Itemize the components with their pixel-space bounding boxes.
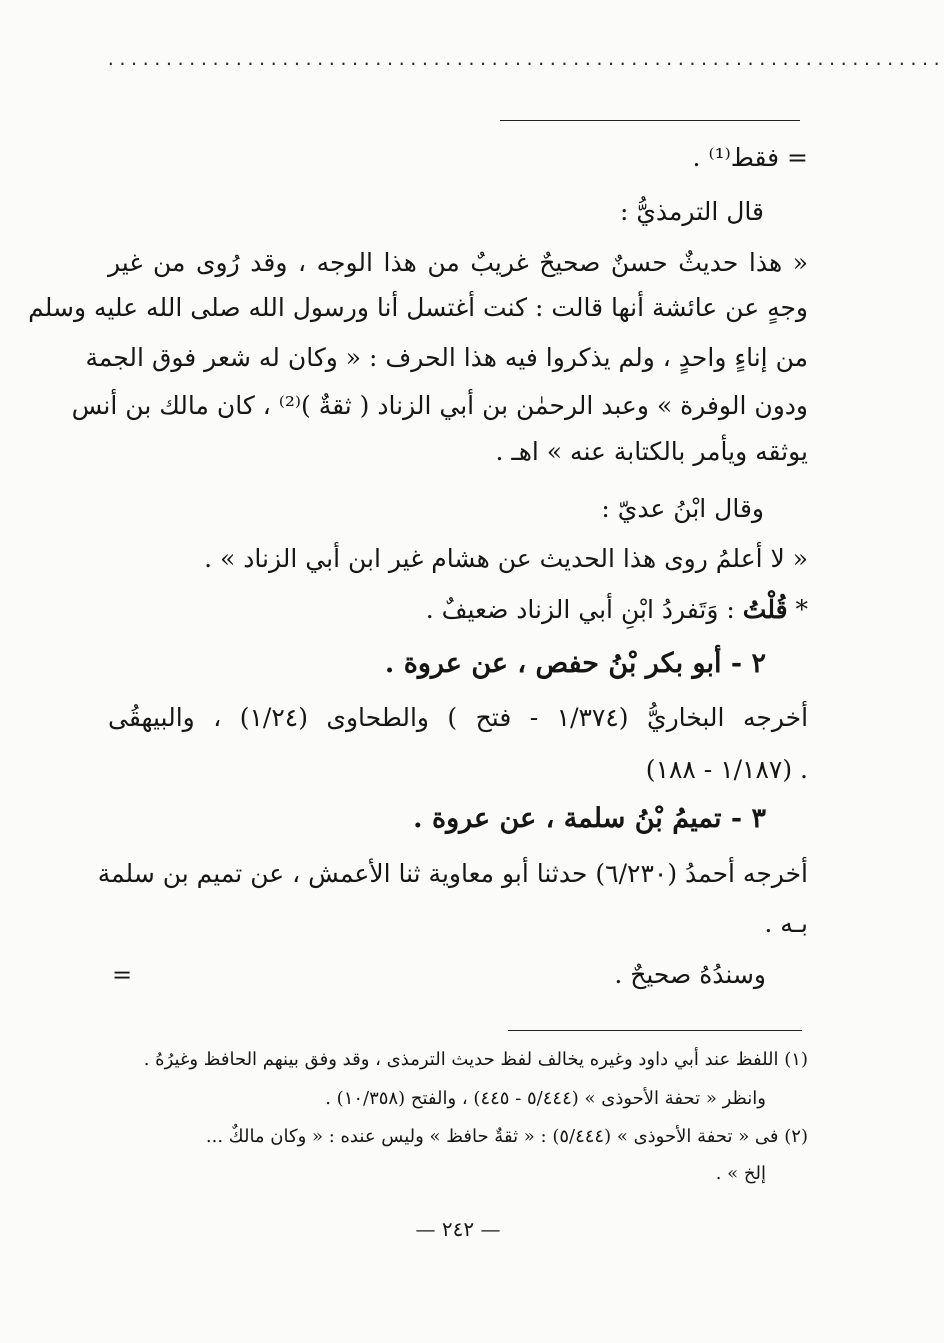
ibn-adi-said-line: وقال ابْنُ عديّ : bbox=[601, 494, 764, 523]
tirmidhi-quote-line-2: وجهٍ عن عائشة أنها قالت : كنت أغتسل أنا ورسول الله صلى الله عليه وسلم bbox=[28, 293, 808, 322]
tirmidhi-quote-line-3: من إناءٍ واحدٍ ، ولم يذكروا فيه هذا الحرف : « وكان له شعر فوق الجمة bbox=[85, 343, 808, 372]
note-text: : وَتَفردُ ابْنِ أبي الزناد ضعيفٌ . bbox=[425, 595, 743, 624]
star-marker: * bbox=[795, 595, 808, 624]
takhrij-2-line-1: أخرجه البخاريُّ (١/٣٧٤ - فتح ) والطحاوى (١/٢٤) ، والبيهقُى bbox=[108, 703, 809, 732]
tirmidhi-said-line: قال الترمذيُّ : bbox=[619, 197, 764, 226]
footnote-2-line-1: (٢) فى « تحفة الأحوذى » (٥/٤٤٤) : « ثقةٌ حافظ » وليس عنده : « وكان مالكٌ ... bbox=[205, 1126, 808, 1147]
continuation-mark: = bbox=[112, 961, 133, 989]
note-label: قُلْتُ bbox=[742, 595, 788, 624]
footnote-1-line-2: وانظر « تحفة الأحوذى » (٥/٤٤٤ - ٤٤٥) ، والفتح (١٠/٣٥٨) . bbox=[325, 1088, 766, 1109]
tirmidhi-quote-line-4: ودون الوفرة » وعبد الرحمٰن بن أبي الزناد ( ثقةٌ )⁽²⁾ ، كان مالك بن أنس bbox=[71, 391, 808, 420]
author-note-line bbox=[426, 592, 808, 628]
tirmidhi-quote-line-5: يوثقه ويأمر بالكتابة عنه » اهـ . bbox=[495, 437, 808, 466]
footnote-separator-rule bbox=[508, 1030, 802, 1031]
footnote-2-line-2: إلخ » . bbox=[715, 1163, 766, 1184]
takhrij-3-line-2: بـه . bbox=[764, 909, 808, 938]
section-heading-2: ٢ - أبو بكر بْنُ حفص ، عن عروة . bbox=[384, 648, 766, 679]
ibn-adi-quote-line: « لا أعلمُ روى هذا الحديث عن هشام غير ابن أبي الزناد » . bbox=[204, 544, 808, 573]
isnad-line: وسندُهُ صحيحٌ . bbox=[614, 960, 766, 989]
section-heading-3: ٣ - تميمُ بْنُ سلمة ، عن عروة . bbox=[413, 803, 766, 834]
takhrij-2-line-2: (١/١٨٧ - ١٨٨) . bbox=[645, 755, 808, 784]
takhrij-3-line-1: أخرجه أحمدُ (٦/٢٣٠) حدثنا أبو معاوية ثنا الأعمش ، عن تميم بن سلمة bbox=[97, 859, 808, 888]
tirmidhi-quote-line-1: « هذا حديثٌ حسنٌ صحيحٌ غريبٌ من هذا الوجه ، وقد رُوى من غير bbox=[108, 248, 808, 277]
continuation-line: = فقط⁽¹⁾ . bbox=[692, 143, 808, 172]
page-number: — ٢٤٢ — bbox=[415, 1217, 501, 1241]
footnote-1-line-1: (١) اللفظ عند أبي داود وغيره يخالف لفظ حديث الترمذى ، وقد وفق بينهم الحافظ وغيرُهُ . bbox=[143, 1049, 808, 1070]
top-separator-rule bbox=[500, 120, 800, 121]
header-dotted-rule: ........................................................................ bbox=[106, 50, 944, 69]
